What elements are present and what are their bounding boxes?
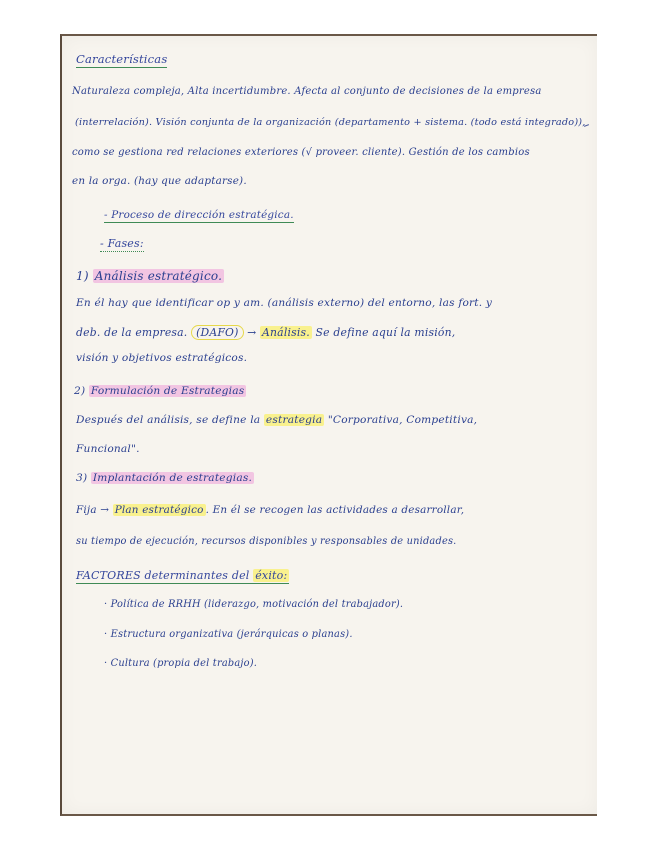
intro-line-2: (interrelación). Visión conjunta de la organización (departamento + sistema. (todo está integrado)),	[75, 117, 586, 128]
phase-1-line-3: visión y objetivos estratégicos.	[76, 352, 248, 364]
intro-line-4: en la orga. (hay que adaptarse).	[72, 175, 247, 187]
factor-item-1: · Política de RRHH (liderazgo, motivación del trabajador).	[104, 599, 404, 610]
factor-item-3: · Cultura (propia del trabajo).	[104, 658, 258, 669]
phase-2-line-1: Después del análisis, se define la estrategia "Corporativa, Competitiva,	[76, 414, 478, 426]
phase-3-heading: 3) Implantación de estrategias.	[76, 472, 253, 484]
phase-3-line-1: Fija → Plan estratégico . En él se recogen las actividades a desarrollar,	[76, 504, 465, 516]
factors-heading: FACTORES determinantes del éxito:	[76, 569, 288, 582]
dafo-label: (DAFO)	[191, 325, 243, 340]
estrategia-label: estrategia	[265, 414, 323, 426]
phase-2-heading: 2) Formulación de Estrategias	[74, 385, 245, 397]
phase-1-line-2: deb. de la empresa. (DAFO) → Análisis. Se define aquí la misión,	[76, 326, 456, 339]
intro-line-3: como se gestiona red relaciones exteriores (√ proveer. cliente). Gestión de los cambios	[72, 147, 530, 158]
phase-3-line-2: su tiempo de ejecución, recursos disponibles y responsables de unidades.	[76, 536, 457, 547]
plan-estrategico-label: Plan estratégico	[114, 504, 204, 516]
phase-2-title: Formulación de Estrategias	[90, 385, 245, 397]
process-heading: - Proceso de dirección estratégica.	[104, 209, 294, 221]
phase-3-title: Implantación de estrategias.	[92, 472, 253, 484]
phase-1-title: Análisis estratégico.	[94, 269, 223, 283]
section-title: Características	[76, 52, 168, 66]
analisis-label: Análisis.	[262, 326, 310, 339]
factor-item-2: · Estructura organizativa (jerárquicas o planas).	[104, 629, 353, 640]
exito-label: éxito:	[255, 569, 288, 582]
phase-2-line-2: Funcional".	[76, 443, 140, 455]
phase-1-heading: 1) Análisis estratégico.	[76, 269, 223, 283]
phases-heading: - Fases:	[100, 237, 144, 250]
phase-1-line-1: En él hay que identificar op y am. (análisis externo) del entorno, las fort. y	[76, 297, 493, 309]
intro-line-1: Naturaleza compleja, Alta incertidumbre. Afecta al conjunto de decisiones de la empresa	[72, 86, 542, 97]
